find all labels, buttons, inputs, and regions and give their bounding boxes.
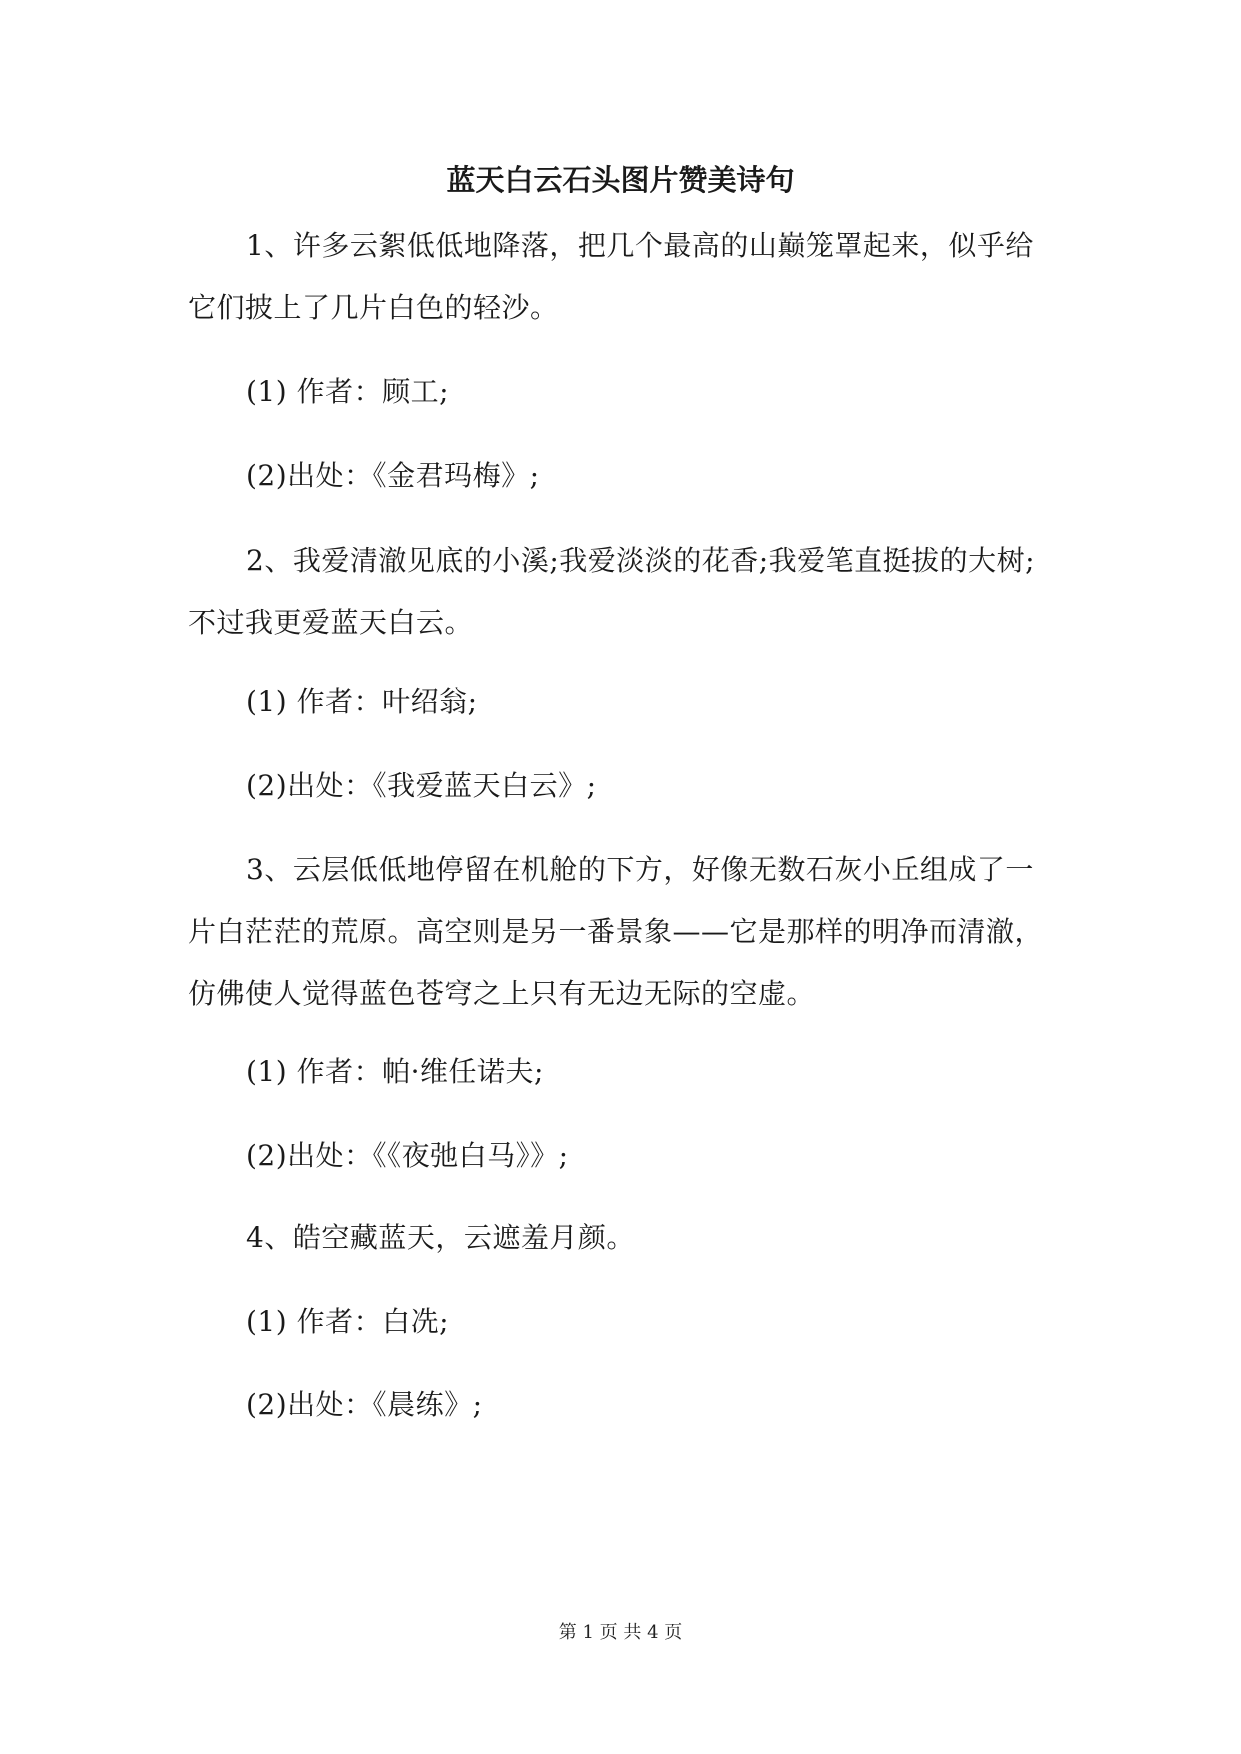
paragraph-quote-1: 1、许多云絮低低地降落，把几个最高的山巅笼罩起来，似乎给它们披上了几片白色的轻沙。	[188, 229, 1034, 324]
paragraph-author-1: (1) 作者：顾工;	[246, 375, 449, 408]
page-number-footer: 第 1 页 共 4 页	[558, 1622, 683, 1643]
paragraph-author-2: (1) 作者：叶绍翁;	[246, 685, 478, 718]
paragraph-quote-2: 2、我爱清澈见底的小溪;我爱淡淡的花香;我爱笔直挺拔的大树;不过我更爱蓝天白云。	[188, 544, 1036, 639]
paragraph-source-2: (2)出处：《我爱蓝天白云》;	[246, 769, 597, 802]
paragraph-source-1: (2)出处：《金君玛梅》;	[246, 459, 540, 492]
paragraph-source-3: (2)出处：《《夜弛白马》》;	[246, 1139, 569, 1172]
paragraph-quote-3: 3、云层低低地停留在机舱的下方，好像无数石灰小丘组成了一片白茫茫的荒原。高空则是另一番景象——它是那样的明净而清澈，仿佛使人觉得蓝色苍穹之上只有无边无际的空虚。	[188, 853, 1044, 1010]
paragraph-source-4: (2)出处：《晨练》;	[246, 1388, 483, 1421]
paragraph-author-3: (1) 作者：帕·维任诺夫;	[246, 1055, 544, 1088]
paragraph-author-4: (1) 作者：白冼;	[246, 1305, 449, 1338]
document-title: 蓝天白云石头图片赞美诗句	[446, 163, 795, 197]
paragraph-quote-4: 4、皓空藏蓝天，云遮羞月颜。	[246, 1221, 635, 1254]
